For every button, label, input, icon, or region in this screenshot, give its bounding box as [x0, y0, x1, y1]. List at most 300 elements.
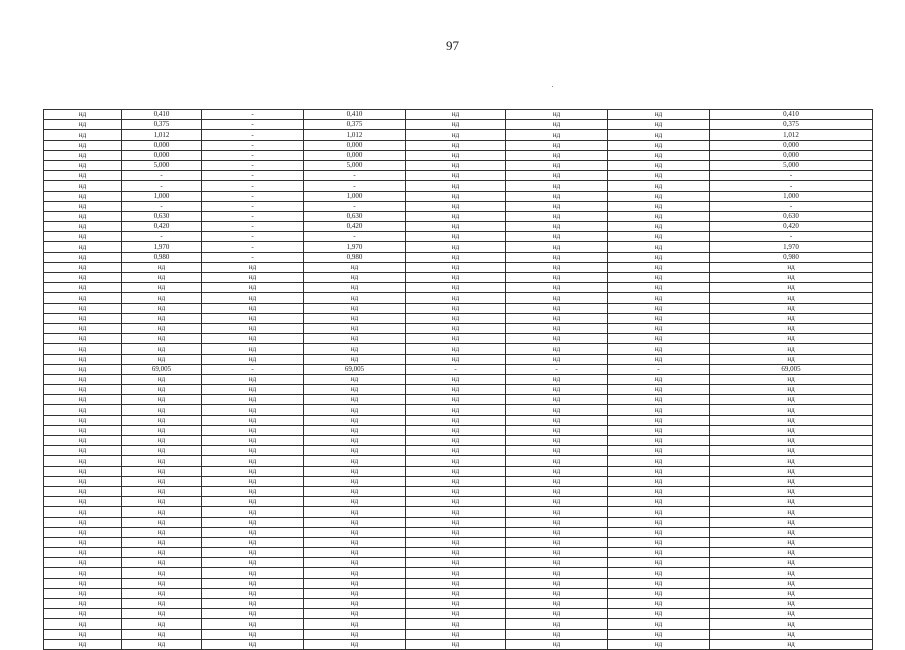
table-cell: нд — [608, 537, 710, 547]
table-cell: нд — [304, 446, 406, 456]
table-cell: 69,005 — [122, 364, 202, 374]
table-row — [44, 293, 873, 303]
table-cell: нд — [44, 497, 122, 507]
table-cell: нд — [608, 242, 710, 252]
table-cell: нд — [406, 323, 506, 333]
table-cell: нд — [406, 405, 506, 415]
table-cell: нд — [710, 639, 873, 649]
table-cell: нд — [202, 619, 304, 629]
table-cell: нд — [202, 558, 304, 568]
table-row — [44, 232, 873, 242]
table-cell: нд — [202, 578, 304, 588]
table-row — [44, 273, 873, 283]
table-cell: нд — [44, 486, 122, 496]
table-cell: нд — [406, 578, 506, 588]
table-cell: нд — [506, 537, 608, 547]
table-cell: нд — [44, 436, 122, 446]
table-cell: нд — [44, 466, 122, 476]
table-cell: нд — [44, 252, 122, 262]
table-cell: нд — [44, 120, 122, 130]
table-cell: нд — [44, 232, 122, 242]
table-row — [44, 130, 873, 140]
table-cell: нд — [608, 588, 710, 598]
table-cell: нд — [406, 558, 506, 568]
table-cell: нд — [122, 395, 202, 405]
table-row — [44, 486, 873, 496]
table-cell: нд — [304, 273, 406, 283]
table-cell: нд — [202, 588, 304, 598]
table-cell: нд — [608, 130, 710, 140]
table-cell: - — [406, 364, 506, 374]
table-cell: нд — [406, 252, 506, 262]
table-cell: нд — [406, 222, 506, 232]
table-cell: - — [202, 201, 304, 211]
table-cell: нд — [506, 201, 608, 211]
table-cell: нд — [122, 374, 202, 384]
table-cell: 0,630 — [122, 211, 202, 221]
table-cell: 1,012 — [710, 130, 873, 140]
table-cell: 1,000 — [710, 191, 873, 201]
table-cell: нд — [44, 344, 122, 354]
table-cell: нд — [406, 588, 506, 598]
table-cell: нд — [304, 609, 406, 619]
table-cell: нд — [122, 323, 202, 333]
table-cell: нд — [608, 354, 710, 364]
table-cell: нд — [506, 619, 608, 629]
table-cell: нд — [608, 436, 710, 446]
table-cell: нд — [304, 507, 406, 517]
table-cell: 1,012 — [304, 130, 406, 140]
table-cell: нд — [608, 344, 710, 354]
table-cell: нд — [710, 578, 873, 588]
table-cell: нд — [202, 303, 304, 313]
table-cell: нд — [202, 415, 304, 425]
table-cell: нд — [406, 313, 506, 323]
table-cell: нд — [608, 486, 710, 496]
table-row — [44, 446, 873, 456]
table-cell: нд — [304, 619, 406, 629]
table-row — [44, 283, 873, 293]
table-cell: нд — [710, 629, 873, 639]
table-cell: нд — [406, 232, 506, 242]
table-cell: нд — [122, 629, 202, 639]
table-cell: нд — [406, 609, 506, 619]
table-cell: нд — [202, 344, 304, 354]
table-row — [44, 568, 873, 578]
table-cell: нд — [44, 150, 122, 160]
table-cell: нд — [710, 334, 873, 344]
table-cell: нд — [608, 385, 710, 395]
table-cell: нд — [44, 354, 122, 364]
table-cell: нд — [406, 517, 506, 527]
table-cell: нд — [506, 629, 608, 639]
table-cell: нд — [506, 507, 608, 517]
table-cell: - — [710, 201, 873, 211]
table-cell: нд — [304, 578, 406, 588]
table-cell: нд — [506, 293, 608, 303]
table-cell: нд — [44, 211, 122, 221]
table-cell: нд — [406, 303, 506, 313]
table-cell: нд — [304, 558, 406, 568]
table-row — [44, 150, 873, 160]
table-cell: нд — [44, 110, 122, 120]
table-row — [44, 588, 873, 598]
data-table — [43, 109, 873, 650]
table-cell: - — [304, 201, 406, 211]
table-row — [44, 242, 873, 252]
table-cell: 0,000 — [710, 140, 873, 150]
table-cell: нд — [304, 527, 406, 537]
table-cell: нд — [304, 334, 406, 344]
table-cell: нд — [710, 609, 873, 619]
table-cell: нд — [506, 273, 608, 283]
table-row — [44, 517, 873, 527]
table-cell: нд — [608, 425, 710, 435]
table-cell: нд — [122, 578, 202, 588]
table-cell: нд — [44, 537, 122, 547]
table-cell: нд — [608, 171, 710, 181]
table-cell: нд — [608, 609, 710, 619]
table-row — [44, 160, 873, 170]
table-row — [44, 578, 873, 588]
table-cell: 0,000 — [122, 140, 202, 150]
table-cell: нд — [406, 283, 506, 293]
table-cell: нд — [506, 548, 608, 558]
table-cell: нд — [304, 629, 406, 639]
table-cell: нд — [406, 385, 506, 395]
table-cell: нд — [202, 517, 304, 527]
table-cell: нд — [506, 517, 608, 527]
table-cell: нд — [44, 262, 122, 272]
table-cell: нд — [304, 374, 406, 384]
table-cell: нд — [406, 629, 506, 639]
table-cell: нд — [202, 283, 304, 293]
table-cell: нд — [122, 466, 202, 476]
table-cell: 0,000 — [304, 140, 406, 150]
table-cell: нд — [506, 436, 608, 446]
table-cell: нд — [304, 354, 406, 364]
table-cell: нд — [406, 425, 506, 435]
table-cell: нд — [506, 354, 608, 364]
table-row — [44, 507, 873, 517]
table-cell: нд — [710, 527, 873, 537]
table-cell: нд — [304, 486, 406, 496]
table-cell: нд — [122, 344, 202, 354]
table-cell: нд — [304, 303, 406, 313]
table-cell: нд — [44, 323, 122, 333]
table-cell: нд — [710, 385, 873, 395]
table-cell: 69,005 — [710, 364, 873, 374]
table-cell: нд — [44, 140, 122, 150]
table-cell: нд — [122, 527, 202, 537]
table-row — [44, 395, 873, 405]
table-cell: нд — [122, 385, 202, 395]
table-cell: нд — [608, 374, 710, 384]
table-cell: нд — [506, 211, 608, 221]
table-cell: нд — [122, 456, 202, 466]
table-cell: нд — [506, 150, 608, 160]
table-cell: нд — [406, 548, 506, 558]
table-cell: нд — [122, 548, 202, 558]
table-cell: нд — [44, 171, 122, 181]
table-cell: нд — [506, 120, 608, 130]
table-cell: нд — [44, 415, 122, 425]
table-row — [44, 639, 873, 649]
table-cell: нд — [710, 313, 873, 323]
table-cell: нд — [710, 436, 873, 446]
table-cell: нд — [506, 242, 608, 252]
table-cell: нд — [406, 446, 506, 456]
table-cell: нд — [710, 537, 873, 547]
table-cell: нд — [506, 466, 608, 476]
table-cell: - — [122, 181, 202, 191]
table-cell: 1,000 — [304, 191, 406, 201]
table-cell: нд — [406, 150, 506, 160]
table-cell: нд — [122, 354, 202, 364]
table-cell: нд — [406, 619, 506, 629]
table-cell: нд — [202, 548, 304, 558]
table-cell: нд — [406, 201, 506, 211]
table-cell: нд — [506, 456, 608, 466]
table-cell: нд — [506, 588, 608, 598]
table-cell: нд — [608, 405, 710, 415]
table-cell: 0,630 — [710, 211, 873, 221]
table-cell: нд — [44, 446, 122, 456]
table-cell: нд — [710, 323, 873, 333]
table-cell: - — [202, 181, 304, 191]
table-cell: нд — [406, 354, 506, 364]
table-cell: нд — [506, 609, 608, 619]
table-row — [44, 619, 873, 629]
table-cell: нд — [202, 395, 304, 405]
table-cell: - — [202, 222, 304, 232]
table-row — [44, 476, 873, 486]
table-cell: нд — [506, 476, 608, 486]
table-cell: нд — [608, 201, 710, 211]
table-cell: нд — [406, 568, 506, 578]
table-cell: нд — [44, 599, 122, 609]
table-cell: нд — [304, 537, 406, 547]
table-cell: 0,000 — [304, 150, 406, 160]
table-cell: нд — [710, 466, 873, 476]
table-cell: нд — [710, 354, 873, 364]
table-cell: нд — [122, 415, 202, 425]
table-cell: нд — [506, 385, 608, 395]
table-cell: нд — [122, 517, 202, 527]
table-cell: нд — [304, 497, 406, 507]
table-cell: нд — [406, 374, 506, 384]
table-cell: нд — [122, 497, 202, 507]
table-cell: нд — [506, 344, 608, 354]
table-cell: 1,000 — [122, 191, 202, 201]
table-cell: нд — [608, 456, 710, 466]
table-cell: - — [304, 232, 406, 242]
table-cell: нд — [122, 599, 202, 609]
table-cell: нд — [608, 517, 710, 527]
table-cell: нд — [710, 293, 873, 303]
table-cell: нд — [506, 110, 608, 120]
table-row — [44, 364, 873, 374]
table-cell: 0,420 — [304, 222, 406, 232]
table-cell: нд — [122, 568, 202, 578]
table-cell: нд — [608, 476, 710, 486]
table-cell: нд — [608, 568, 710, 578]
table-cell: нд — [608, 578, 710, 588]
table-cell: нд — [202, 497, 304, 507]
table-cell: нд — [506, 160, 608, 170]
table-cell: 5,000 — [710, 160, 873, 170]
table-row — [44, 110, 873, 120]
table-cell: нд — [122, 273, 202, 283]
table-cell: нд — [710, 517, 873, 527]
table-cell: нд — [608, 191, 710, 201]
table-row — [44, 181, 873, 191]
table-cell: нд — [506, 313, 608, 323]
table-cell: нд — [202, 568, 304, 578]
page-number: 97 — [446, 38, 459, 53]
table-cell: нд — [44, 395, 122, 405]
table-cell: нд — [406, 171, 506, 181]
table-cell: нд — [506, 374, 608, 384]
table-cell: нд — [506, 425, 608, 435]
table-cell: нд — [710, 619, 873, 629]
table-cell: нд — [506, 252, 608, 262]
table-cell: нд — [304, 395, 406, 405]
table-cell: 0,980 — [304, 252, 406, 262]
table-cell: нд — [44, 517, 122, 527]
table-cell: нд — [506, 405, 608, 415]
table-cell: - — [304, 181, 406, 191]
table-cell: нд — [304, 466, 406, 476]
table-cell: нд — [304, 548, 406, 558]
table-cell: - — [710, 171, 873, 181]
table-cell: нд — [710, 568, 873, 578]
table-row — [44, 436, 873, 446]
table-cell: нд — [44, 548, 122, 558]
table-cell: нд — [608, 120, 710, 130]
table-cell: - — [202, 191, 304, 201]
table-cell: нд — [44, 130, 122, 140]
table-cell: нд — [406, 639, 506, 649]
table-cell: нд — [44, 283, 122, 293]
table-row — [44, 171, 873, 181]
table-cell: нд — [608, 262, 710, 272]
table-cell: нд — [506, 578, 608, 588]
table-cell: - — [710, 181, 873, 191]
table-row — [44, 456, 873, 466]
table-cell: нд — [122, 293, 202, 303]
table-cell: - — [202, 252, 304, 262]
table-cell: - — [608, 364, 710, 374]
table-cell: - — [202, 150, 304, 160]
table-row — [44, 425, 873, 435]
table-cell: 0,375 — [304, 120, 406, 130]
table-cell: нд — [710, 588, 873, 598]
table-cell: нд — [122, 262, 202, 272]
table-cell: нд — [202, 537, 304, 547]
table-cell: нд — [122, 405, 202, 415]
table-cell: нд — [506, 497, 608, 507]
table-cell: 0,000 — [122, 150, 202, 160]
table-cell: нд — [44, 364, 122, 374]
table-cell: нд — [608, 446, 710, 456]
table-cell: 0,410 — [304, 110, 406, 120]
table-cell: 0,980 — [122, 252, 202, 262]
table-cell: нд — [710, 262, 873, 272]
table-cell: нд — [304, 323, 406, 333]
table-cell: 0,375 — [122, 120, 202, 130]
table-cell: нд — [608, 629, 710, 639]
table-cell: нд — [44, 303, 122, 313]
table-cell: нд — [608, 252, 710, 262]
table-cell: нд — [608, 558, 710, 568]
table-cell: нд — [608, 497, 710, 507]
table-cell: нд — [202, 262, 304, 272]
table-cell: нд — [506, 446, 608, 456]
table-cell: нд — [608, 313, 710, 323]
table-row — [44, 548, 873, 558]
table-cell: нд — [304, 293, 406, 303]
table-cell: нд — [122, 303, 202, 313]
table-cell: нд — [406, 334, 506, 344]
table-cell: нд — [122, 588, 202, 598]
table-cell: нд — [122, 446, 202, 456]
table-cell: нд — [202, 599, 304, 609]
table-cell: 0,410 — [710, 110, 873, 120]
table-row — [44, 334, 873, 344]
table-cell: нд — [406, 273, 506, 283]
table-cell: нд — [304, 344, 406, 354]
table-cell: 1,970 — [710, 242, 873, 252]
table-cell: нд — [44, 629, 122, 639]
table-cell: 0,420 — [710, 222, 873, 232]
table-cell: нд — [710, 486, 873, 496]
table-cell: нд — [202, 405, 304, 415]
table-cell: нд — [44, 191, 122, 201]
table-row — [44, 374, 873, 384]
table-cell: - — [202, 130, 304, 140]
table-row — [44, 211, 873, 221]
table-cell: нд — [506, 303, 608, 313]
table-cell: 0,980 — [710, 252, 873, 262]
table-cell: нд — [44, 476, 122, 486]
table-cell: нд — [44, 456, 122, 466]
table-cell: нд — [202, 639, 304, 649]
table-cell: нд — [122, 537, 202, 547]
table-cell: нд — [44, 181, 122, 191]
table-cell: нд — [304, 415, 406, 425]
table-cell: нд — [406, 507, 506, 517]
table-cell: нд — [506, 171, 608, 181]
table-cell: нд — [608, 466, 710, 476]
table-cell: нд — [506, 568, 608, 578]
table-cell: нд — [44, 558, 122, 568]
table-cell: нд — [608, 160, 710, 170]
table-cell: нд — [122, 436, 202, 446]
table-row — [44, 609, 873, 619]
table-cell: 0,000 — [710, 150, 873, 160]
table-cell: нд — [304, 436, 406, 446]
table-cell: нд — [710, 558, 873, 568]
table-cell: нд — [608, 211, 710, 221]
table-cell: нд — [202, 385, 304, 395]
table-cell: нд — [406, 537, 506, 547]
table-cell: нд — [44, 222, 122, 232]
table-cell: нд — [608, 150, 710, 160]
table-cell: - — [202, 110, 304, 120]
table-cell: нд — [608, 507, 710, 517]
table-cell: 1,970 — [304, 242, 406, 252]
